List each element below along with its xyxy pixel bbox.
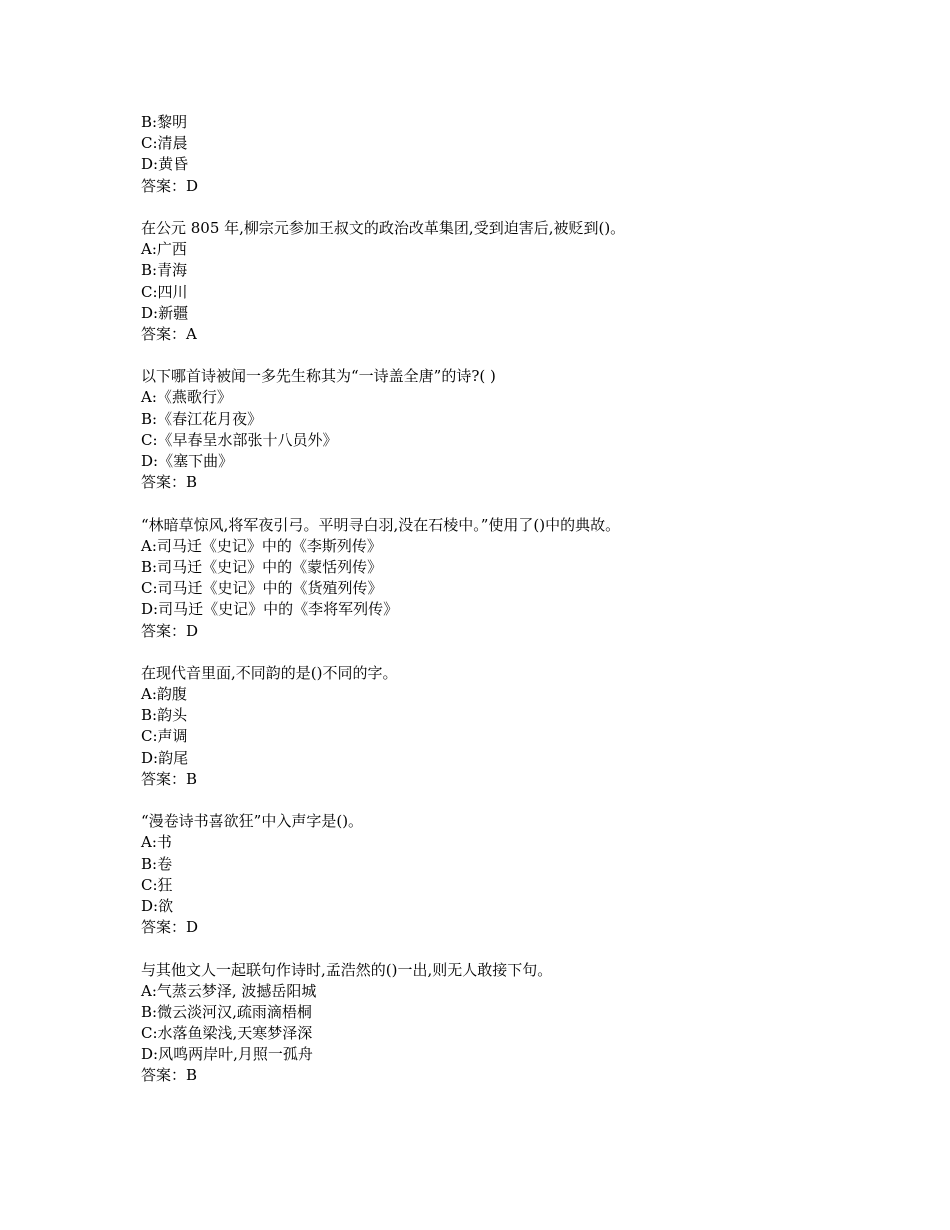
option-line: A:司马迁《史记》中的《李斯列传》 <box>141 536 382 555</box>
option-line: B:微云淡河汉,疏雨滴梧桐 <box>141 1002 312 1021</box>
answer-line: 答案：D <box>141 176 199 195</box>
option-line: C:狂 <box>141 875 173 894</box>
answer-line: 答案：B <box>141 769 198 788</box>
question-text: 在公元 805 年,柳宗元参加王叔文的政治改革集团,受到迫害后,被贬到()。 <box>141 218 626 237</box>
answer-line: 答案：B <box>141 1066 198 1085</box>
option-line: B:韵头 <box>141 706 188 725</box>
option-line: A:《燕歌行》 <box>141 388 232 407</box>
question-block <box>141 960 901 1087</box>
spacer <box>141 790 901 811</box>
question-text: 在现代音里面,不同韵的是()不同的字。 <box>141 663 398 682</box>
spacer <box>141 197 901 218</box>
option-line: B:卷 <box>141 854 173 873</box>
option-line: A:韵腹 <box>141 685 187 704</box>
spacer <box>141 345 901 366</box>
option-line: C:《早春呈水部张十八员外》 <box>141 430 338 449</box>
question-text: 以下哪首诗被闻一多先生称其为“一诗盖全唐”的诗?( ) <box>141 367 496 386</box>
spacer <box>141 938 901 959</box>
spacer <box>141 493 901 514</box>
question-text: “漫卷诗书喜欲狂”中入声字是()。 <box>141 812 364 831</box>
answer-line: 答案：D <box>141 621 199 640</box>
option-line: B:青海 <box>141 261 188 280</box>
option-line: A:广西 <box>141 240 187 259</box>
option-line: D:黄昏 <box>141 155 189 174</box>
option-line: D:韵尾 <box>141 748 189 767</box>
option-line: B:司马迁《史记》中的《蒙恬列传》 <box>141 557 383 576</box>
option-line: B:黎明 <box>141 113 188 131</box>
answer-line: 答案：B <box>141 473 198 492</box>
option-line: D:司马迁《史记》中的《李将军列传》 <box>141 600 399 619</box>
option-line: C:声调 <box>141 727 188 746</box>
question-block <box>141 218 901 345</box>
option-line: C:四川 <box>141 282 188 301</box>
question-text: “林暗草惊风,将军夜引弓。平明寻白羽,没在石棱中。”使用了()中的典故。 <box>141 515 621 534</box>
option-line: C:司马迁《史记》中的《货殖列传》 <box>141 579 383 598</box>
question-text: 与其他文人一起联句作诗时,孟浩然的()一出,则无人敢接下句。 <box>141 960 553 979</box>
question-block <box>141 366 901 493</box>
question-block-continued <box>141 112 901 197</box>
option-line: D:风鸣两岸叶,月照一孤舟 <box>141 1045 313 1064</box>
option-line: C:水落鱼梁浅,天寒梦泽深 <box>141 1024 313 1043</box>
option-line: D:欲 <box>141 896 174 915</box>
option-line: C:清晨 <box>141 134 188 153</box>
option-line: D:《塞下曲》 <box>141 452 234 470</box>
option-line: A:气蒸云梦泽, 波撼岳阳城 <box>141 981 317 1000</box>
document-page <box>141 112 901 1087</box>
question-block <box>141 663 901 790</box>
question-block <box>141 515 901 642</box>
option-line: A:书 <box>141 833 172 852</box>
answer-line: 答案：D <box>141 918 199 937</box>
question-block <box>141 811 901 938</box>
option-line: D:新疆 <box>141 303 189 322</box>
spacer <box>141 642 901 663</box>
option-line: B:《春江花月夜》 <box>141 409 263 428</box>
answer-line: 答案：A <box>141 324 197 343</box>
